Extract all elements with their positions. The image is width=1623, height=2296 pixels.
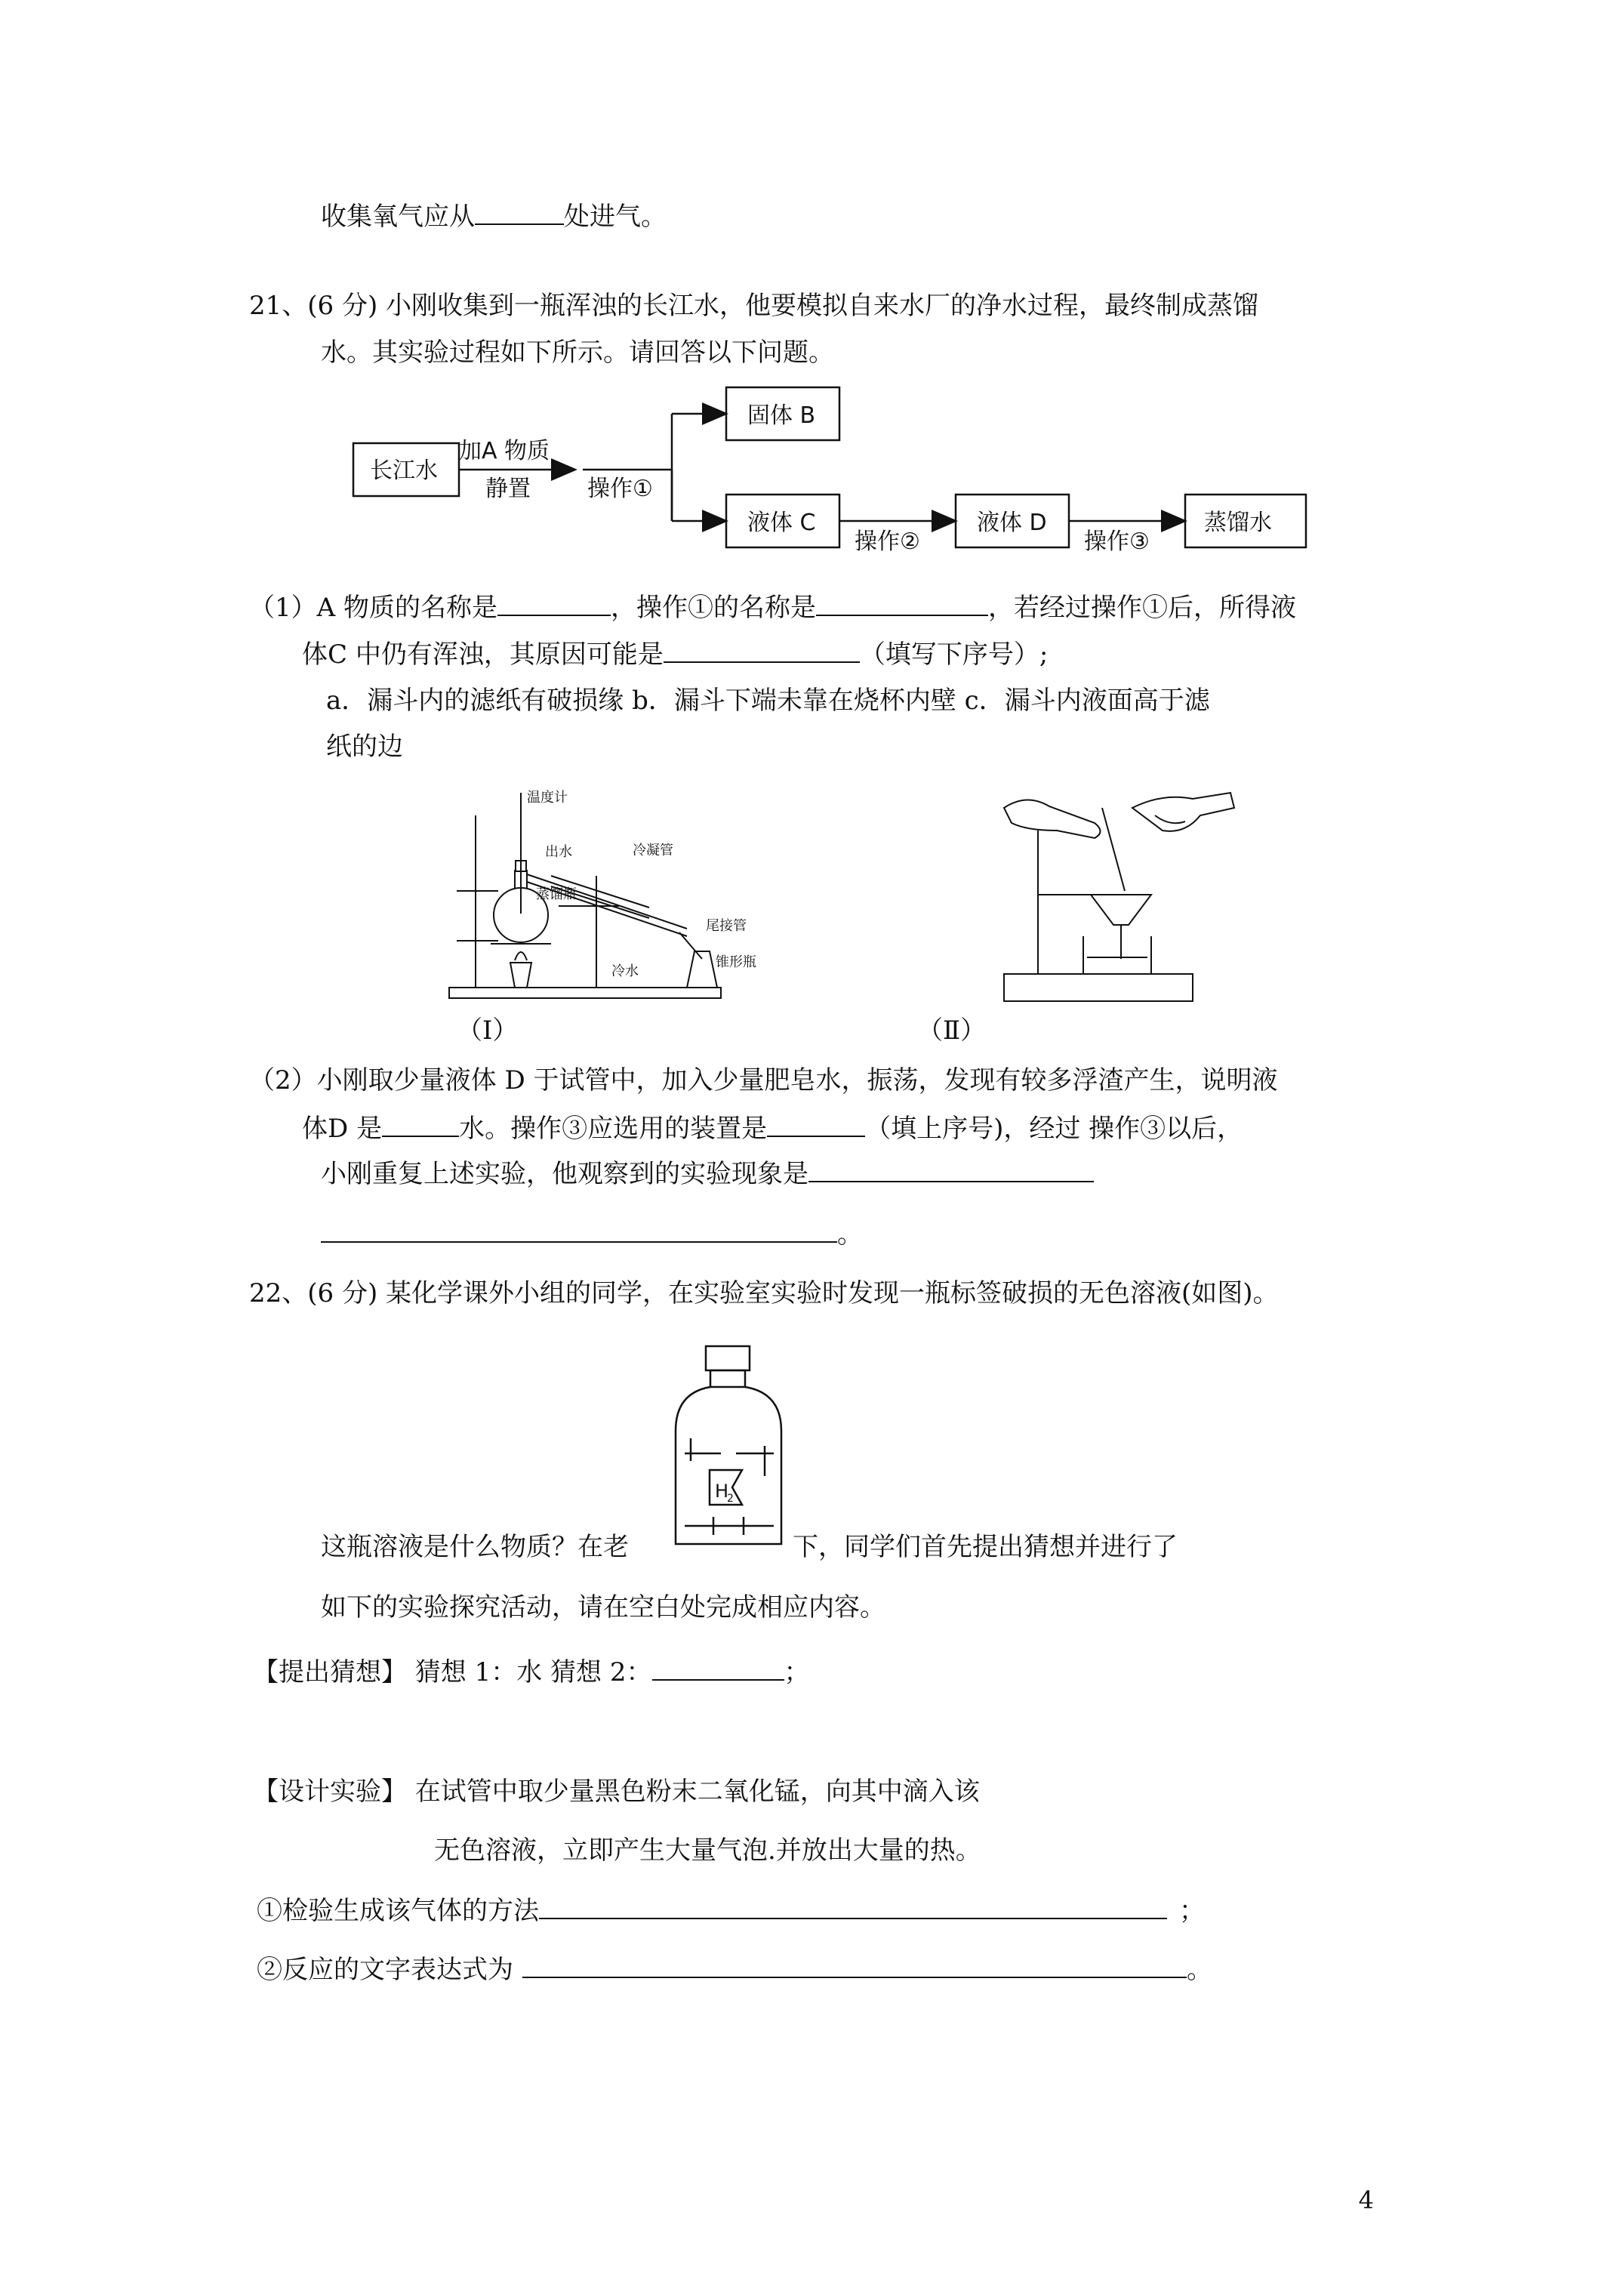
q22-intro-line: 22、(6 分) 某化学课外小组的同学，在实验室实验时发现一瓶标签破损的无色溶液(如图)。 (249, 1278, 1279, 1308)
bottle-label-h: H (715, 1481, 729, 1502)
q20-tail-line (321, 198, 667, 234)
q21-blank-a-name[interactable] (497, 589, 611, 616)
flow-liquid-d: 液体 D (977, 510, 1047, 536)
label-water-out: 出水 (545, 844, 572, 860)
page-number: 4 (1358, 2186, 1374, 2214)
q21-part2-line-2: 体D 是 水。操作③应选用的装置是 （填上序号)，经过 操作③以后， (302, 1110, 1243, 1146)
label-conical-flask: 锥形瓶 (716, 954, 756, 970)
q20-text-b: 处进气。 (564, 202, 667, 232)
q22-guess-line: 【提出猜想】 猜想 1：水 猜想 2： ； (253, 1653, 810, 1690)
distillation-apparatus (445, 785, 778, 1012)
q22-design-line-2: 无色溶液，立即产生大量气泡.并放出大量的热。 (434, 1835, 981, 1866)
label-adapter: 尾接管 (706, 918, 747, 934)
q21-blank-water-type[interactable] (382, 1110, 459, 1137)
flow-op3: 操作③ (1084, 529, 1150, 555)
q20-answer-blank[interactable] (475, 198, 564, 225)
q22-blank-test-method[interactable] (539, 1892, 1167, 1919)
flow-solid-b: 固体 B (747, 402, 816, 429)
q21-options-line-1: a．漏斗内的滤纸有破损缘 b．漏斗下端未靠在烧杯内壁 c．漏斗内液面高于滤 (326, 686, 1210, 716)
q21-part1-line-2: 体C 中仍有浑浊，其原因可能是 （填写下序号）; (302, 636, 1048, 672)
q21-intro-line-2: 水。其实验过程如下所示。请回答以下问题。 (321, 337, 834, 368)
q22-blank-word-equation[interactable] (522, 1951, 1187, 1978)
label-thermometer: 温度计 (527, 790, 568, 806)
q21-blank-phenomenon-1[interactable] (808, 1155, 1094, 1182)
flow-op1: 操作① (587, 476, 653, 502)
q21-part1-line-1: （1）A 物质的名称是 ，操作①的名称是 ，若经过操作①后，所得液 (249, 589, 1296, 625)
purification-flow-diagram (347, 381, 1321, 555)
flow-op2: 操作② (855, 529, 920, 555)
q22-line-a: 这瓶溶液是什么物质？在老 (321, 1532, 629, 1562)
q20-text-a: 收集氧气应从 (321, 202, 475, 232)
apparatus-label-2: （Ⅱ） (917, 1015, 987, 1046)
q22-design-line-1: 【设计实验】 在试管中取少量黑色粉末二氧化锰，向其中滴入该 (253, 1777, 980, 1807)
q21-blank-phenomenon-2[interactable] (321, 1216, 837, 1243)
q21-intro-line-1: 21、(6 分) 小刚收集到一瓶浑浊的长江水，他要模拟自来水厂的净水过程，最终制成蒸馏 (249, 291, 1259, 321)
q22-blank-guess2[interactable] (652, 1653, 784, 1681)
q21-blank-device[interactable] (767, 1110, 865, 1137)
label-flask: 蒸馏瓶 (536, 886, 577, 902)
flow-river-water: 长江水 (370, 458, 438, 484)
label-cold-water: 冷水 (611, 963, 639, 979)
q22-line-c: 如下的实验探究活动，请在空白处完成相应内容。 (321, 1592, 885, 1623)
q22-question-1: ①检验生成该气体的方法 ； (257, 1892, 1205, 1928)
q21-options-line-2: 纸的边 (326, 732, 403, 762)
q21-part2-line-1: （2）小刚取少量液体 D 于试管中，加入少量肥皂水，振荡，发现有较多浮渣产生，说明液 (249, 1065, 1278, 1096)
reagent-bottle-illustration (668, 1340, 789, 1559)
flow-settle: 静置 (485, 476, 531, 502)
flow-add-a: 加A 物质 (459, 438, 550, 464)
flow-liquid-c: 液体 C (747, 510, 816, 536)
apparatus-label-1: （Ⅰ） (457, 1015, 519, 1046)
filtration-apparatus (981, 785, 1261, 1012)
q21-part2-line-4: 。 (321, 1216, 863, 1252)
bottle-label-sub: 2 (727, 1493, 734, 1505)
q21-blank-op1-name[interactable] (816, 589, 988, 616)
q22-question-2: ②反应的文字表达式为 。 (257, 1951, 1212, 1987)
label-condenser: 冷凝管 (633, 843, 673, 858)
q21-blank-reason[interactable] (664, 636, 860, 663)
q21-part2-line-3: 小刚重复上述实验，他观察到的实验现象是 (321, 1155, 1094, 1191)
q22-line-b: 下，同学们首先提出猜想并进行了 (793, 1532, 1178, 1562)
flow-distilled: 蒸馏水 (1204, 510, 1272, 536)
